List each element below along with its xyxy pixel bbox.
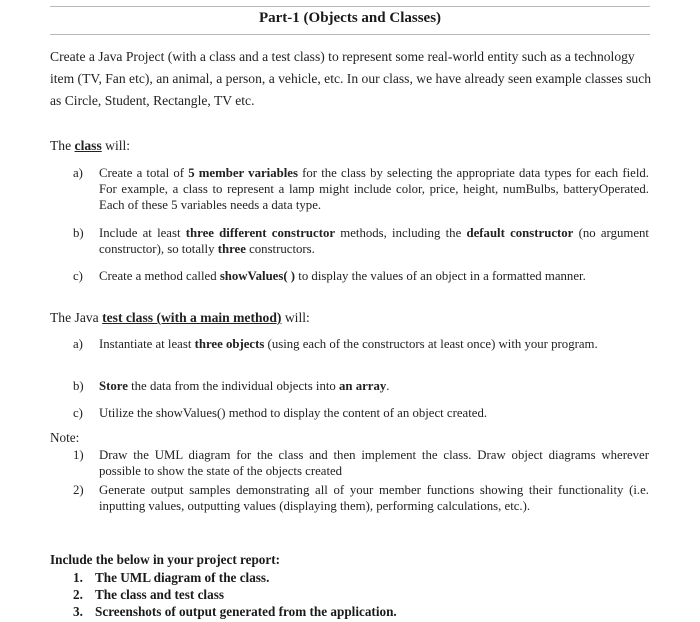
report-item-text: The class and test class — [95, 587, 224, 602]
item-marker: c) — [73, 406, 83, 420]
item-text: Utilize the showValues() method to display the content of an object created. — [99, 406, 488, 420]
report-item-2 — [73, 587, 224, 603]
report-item-number: 1. — [73, 570, 83, 585]
item-marker: 2) — [73, 483, 84, 497]
item-text: Create a method called showValues( ) to display the values of an object in a formatted manner. — [99, 269, 586, 283]
report-item-number: 2. — [73, 587, 83, 602]
title-rule — [50, 34, 650, 35]
test-section-heading: The Java test class (with a main method) will: — [50, 310, 310, 325]
class-keyword: class — [74, 138, 102, 153]
item-marker: b) — [73, 379, 84, 393]
page-title: Part-1 (Objects and Classes) — [258, 10, 442, 26]
item-marker: 1) — [73, 448, 84, 462]
item-text: Draw the UML diagram for the class and then implement the class. Draw object diagrams wherever possible to show the state of the objects created — [99, 448, 649, 478]
report-item-text: Screenshots of output generated from the application. — [95, 604, 397, 619]
report-item-3 — [73, 604, 397, 620]
item-text: Generate output samples demonstrating all of your member functions showing their functionality (i.e. inputting values, outputting values (displaying them), performing calculations, etc.). — [99, 483, 649, 513]
item-marker: b) — [73, 226, 84, 240]
top-rule — [50, 6, 650, 7]
item-marker: a) — [73, 166, 83, 180]
item-text: Instantiate at least three objects (using each of the constructors at least once) with your program. — [99, 337, 598, 351]
item-text: Include at least three different constructor methods, including the default constructor (no argument constructor), so totally three constructors. — [99, 226, 649, 256]
item-text: Store the data from the individual objects into an array. — [99, 379, 390, 393]
report-item-1 — [73, 570, 269, 586]
note-heading: Note: — [50, 430, 80, 445]
item-marker: c) — [73, 269, 83, 283]
test-class-keyword: test class (with a main method) — [102, 310, 282, 325]
item-text: Create a total of 5 member variables for the class by selecting the appropriate data types for each field. For example, a class to represent a lamp might include color, price, height, numBulbs, batteryOperated. Each of these 5 variables needs a data type. — [99, 166, 649, 212]
report-item-number: 3. — [73, 604, 83, 619]
item-marker: a) — [73, 337, 83, 351]
class-section-heading: The class will: — [50, 138, 131, 153]
report-heading: Include the below in your project report: — [50, 552, 281, 567]
intro-paragraph: Create a Java Project (with a class and a test class) to represent some real-world entity such as a technology item (TV, Fan etc), an animal, a person, a vehicle, etc. In our class, we have already seen example classes such as Circle, Student, Rectangle, TV etc. — [50, 49, 652, 108]
report-item-text: The UML diagram of the class. — [95, 570, 270, 585]
